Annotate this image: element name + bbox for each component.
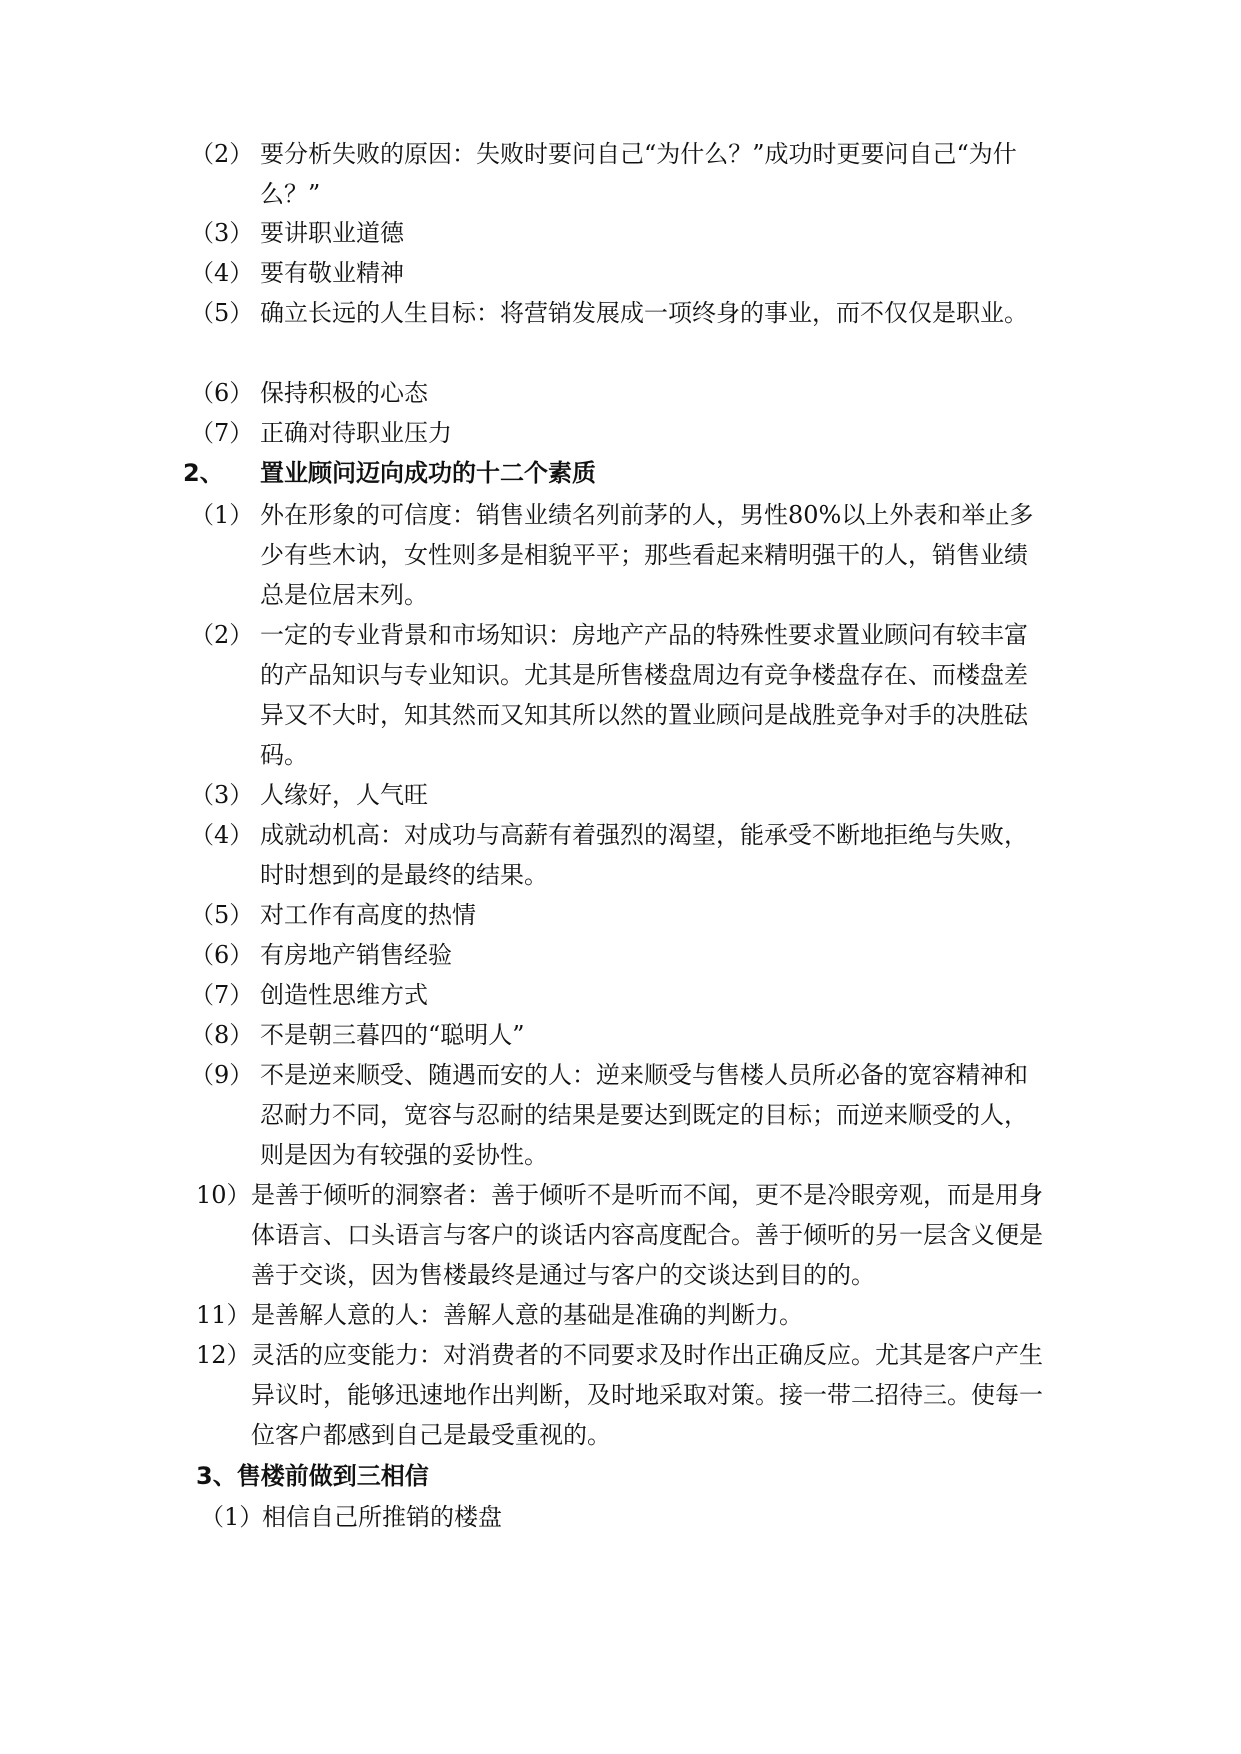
list-item (196, 1295, 1056, 1335)
section-heading (183, 453, 1043, 493)
item-number: （5） (190, 901, 254, 929)
item-number: 10） (196, 1181, 251, 1209)
list-item (190, 775, 1050, 815)
item-text: 正确对待职业压力 (260, 419, 452, 447)
item-number: （6） (190, 379, 254, 407)
list-item (190, 935, 1050, 975)
list-item (190, 253, 1050, 293)
item-number: （8） (190, 1021, 254, 1049)
list-item (200, 1497, 1060, 1537)
list-item (190, 213, 1050, 253)
item-number: （4） (190, 259, 254, 287)
list-item (190, 413, 1050, 453)
item-text: 确立长远的人生目标：将营销发展成一项终身的事业，而不仅仅是职业。 (260, 299, 1028, 327)
item-text: 灵活的应变能力：对消费者的不同要求及时作出正确反应。尤其是客户产生异议时，能够迅速地作出判断，及时地采取对策。接一带二招待三。使每一位客户都感到自己是最受重视的。 (251, 1341, 1043, 1449)
list-item (190, 815, 1050, 895)
list-item (190, 615, 1050, 775)
list-item (190, 134, 1050, 214)
list-item (190, 293, 1050, 333)
item-number: （7） (190, 981, 254, 1009)
item-text: 不是朝三暮四的“聪明人” (260, 1021, 525, 1049)
list-item (190, 495, 1050, 615)
item-text: 创造性思维方式 (260, 981, 428, 1009)
list-item (190, 975, 1050, 1015)
item-number: （1） (200, 1503, 264, 1531)
item-number: （3） (190, 781, 254, 809)
item-text: 一定的专业背景和市场知识：房地产产品的特殊性要求置业顾问有较丰富的产品知识与专业知识。尤其是所售楼盘周边有竞争楼盘存在、而楼盘差异又不大时，知其然而又知其所以然的置业顾问是战胜竞争对手的决胜砝码。 (260, 621, 1028, 769)
item-number: （1） (190, 501, 254, 529)
item-text: 保持积极的心态 (260, 379, 428, 407)
section-title: 3、售楼前做到三相信 (196, 1462, 429, 1490)
section-heading (196, 1456, 1056, 1496)
section-title: 置业顾问迈向成功的十二个素质 (260, 459, 596, 487)
item-text: 是善解人意的人：善解人意的基础是准确的判断力。 (251, 1301, 803, 1329)
item-number: （3） (190, 219, 254, 247)
item-number: 12） (196, 1341, 251, 1369)
list-item (190, 373, 1050, 413)
item-text: 成就动机高：对成功与高薪有着强烈的渴望，能承受不断地拒绝与失败，时时想到的是最终的结果。 (260, 821, 1028, 889)
item-text: 不是逆来顺受、随遇而安的人：逆来顺受与售楼人员所必备的宽容精神和忍耐力不同，宽容与忍耐的结果是要达到既定的目标；而逆来顺受的人，则是因为有较强的妥协性。 (260, 1061, 1028, 1169)
item-number: （2） (190, 621, 254, 649)
item-number: （9） (190, 1061, 254, 1089)
item-number: （4） (190, 821, 254, 849)
list-item (190, 895, 1050, 935)
item-number: （5） (190, 299, 254, 327)
item-text: 有房地产销售经验 (260, 941, 452, 969)
item-text: 相信自己所推销的楼盘 (262, 1503, 502, 1531)
item-text: 对工作有高度的热情 (260, 901, 476, 929)
item-text: 外在形象的可信度：销售业绩名列前茅的人，男性80%以上外表和举止多少有些木讷，女性则多是相貌平平；那些看起来精明强干的人，销售业绩总是位居末列。 (260, 501, 1034, 609)
list-item (196, 1335, 1056, 1455)
item-number: （2） (190, 140, 254, 168)
item-text: 要有敬业精神 (260, 259, 404, 287)
list-item (190, 1055, 1050, 1175)
list-item (196, 1175, 1056, 1295)
item-number: （7） (190, 419, 254, 447)
item-text: 要分析失败的原因：失败时要问自己“为什么？”成功时更要问自己“为什么？” (260, 140, 1017, 208)
section-number: 2、 (183, 459, 224, 487)
item-text: 人缘好，人气旺 (260, 781, 428, 809)
item-text: 要讲职业道德 (260, 219, 404, 247)
item-number: 11） (196, 1301, 251, 1329)
item-number: （6） (190, 941, 254, 969)
item-text: 是善于倾听的洞察者：善于倾听不是听而不闻，更不是冷眼旁观，而是用身体语言、口头语言与客户的谈话内容高度配合。善于倾听的另一层含义便是善于交谈，因为售楼最终是通过与客户的交谈达到目的的。 (251, 1181, 1043, 1289)
list-item (190, 1015, 1050, 1055)
